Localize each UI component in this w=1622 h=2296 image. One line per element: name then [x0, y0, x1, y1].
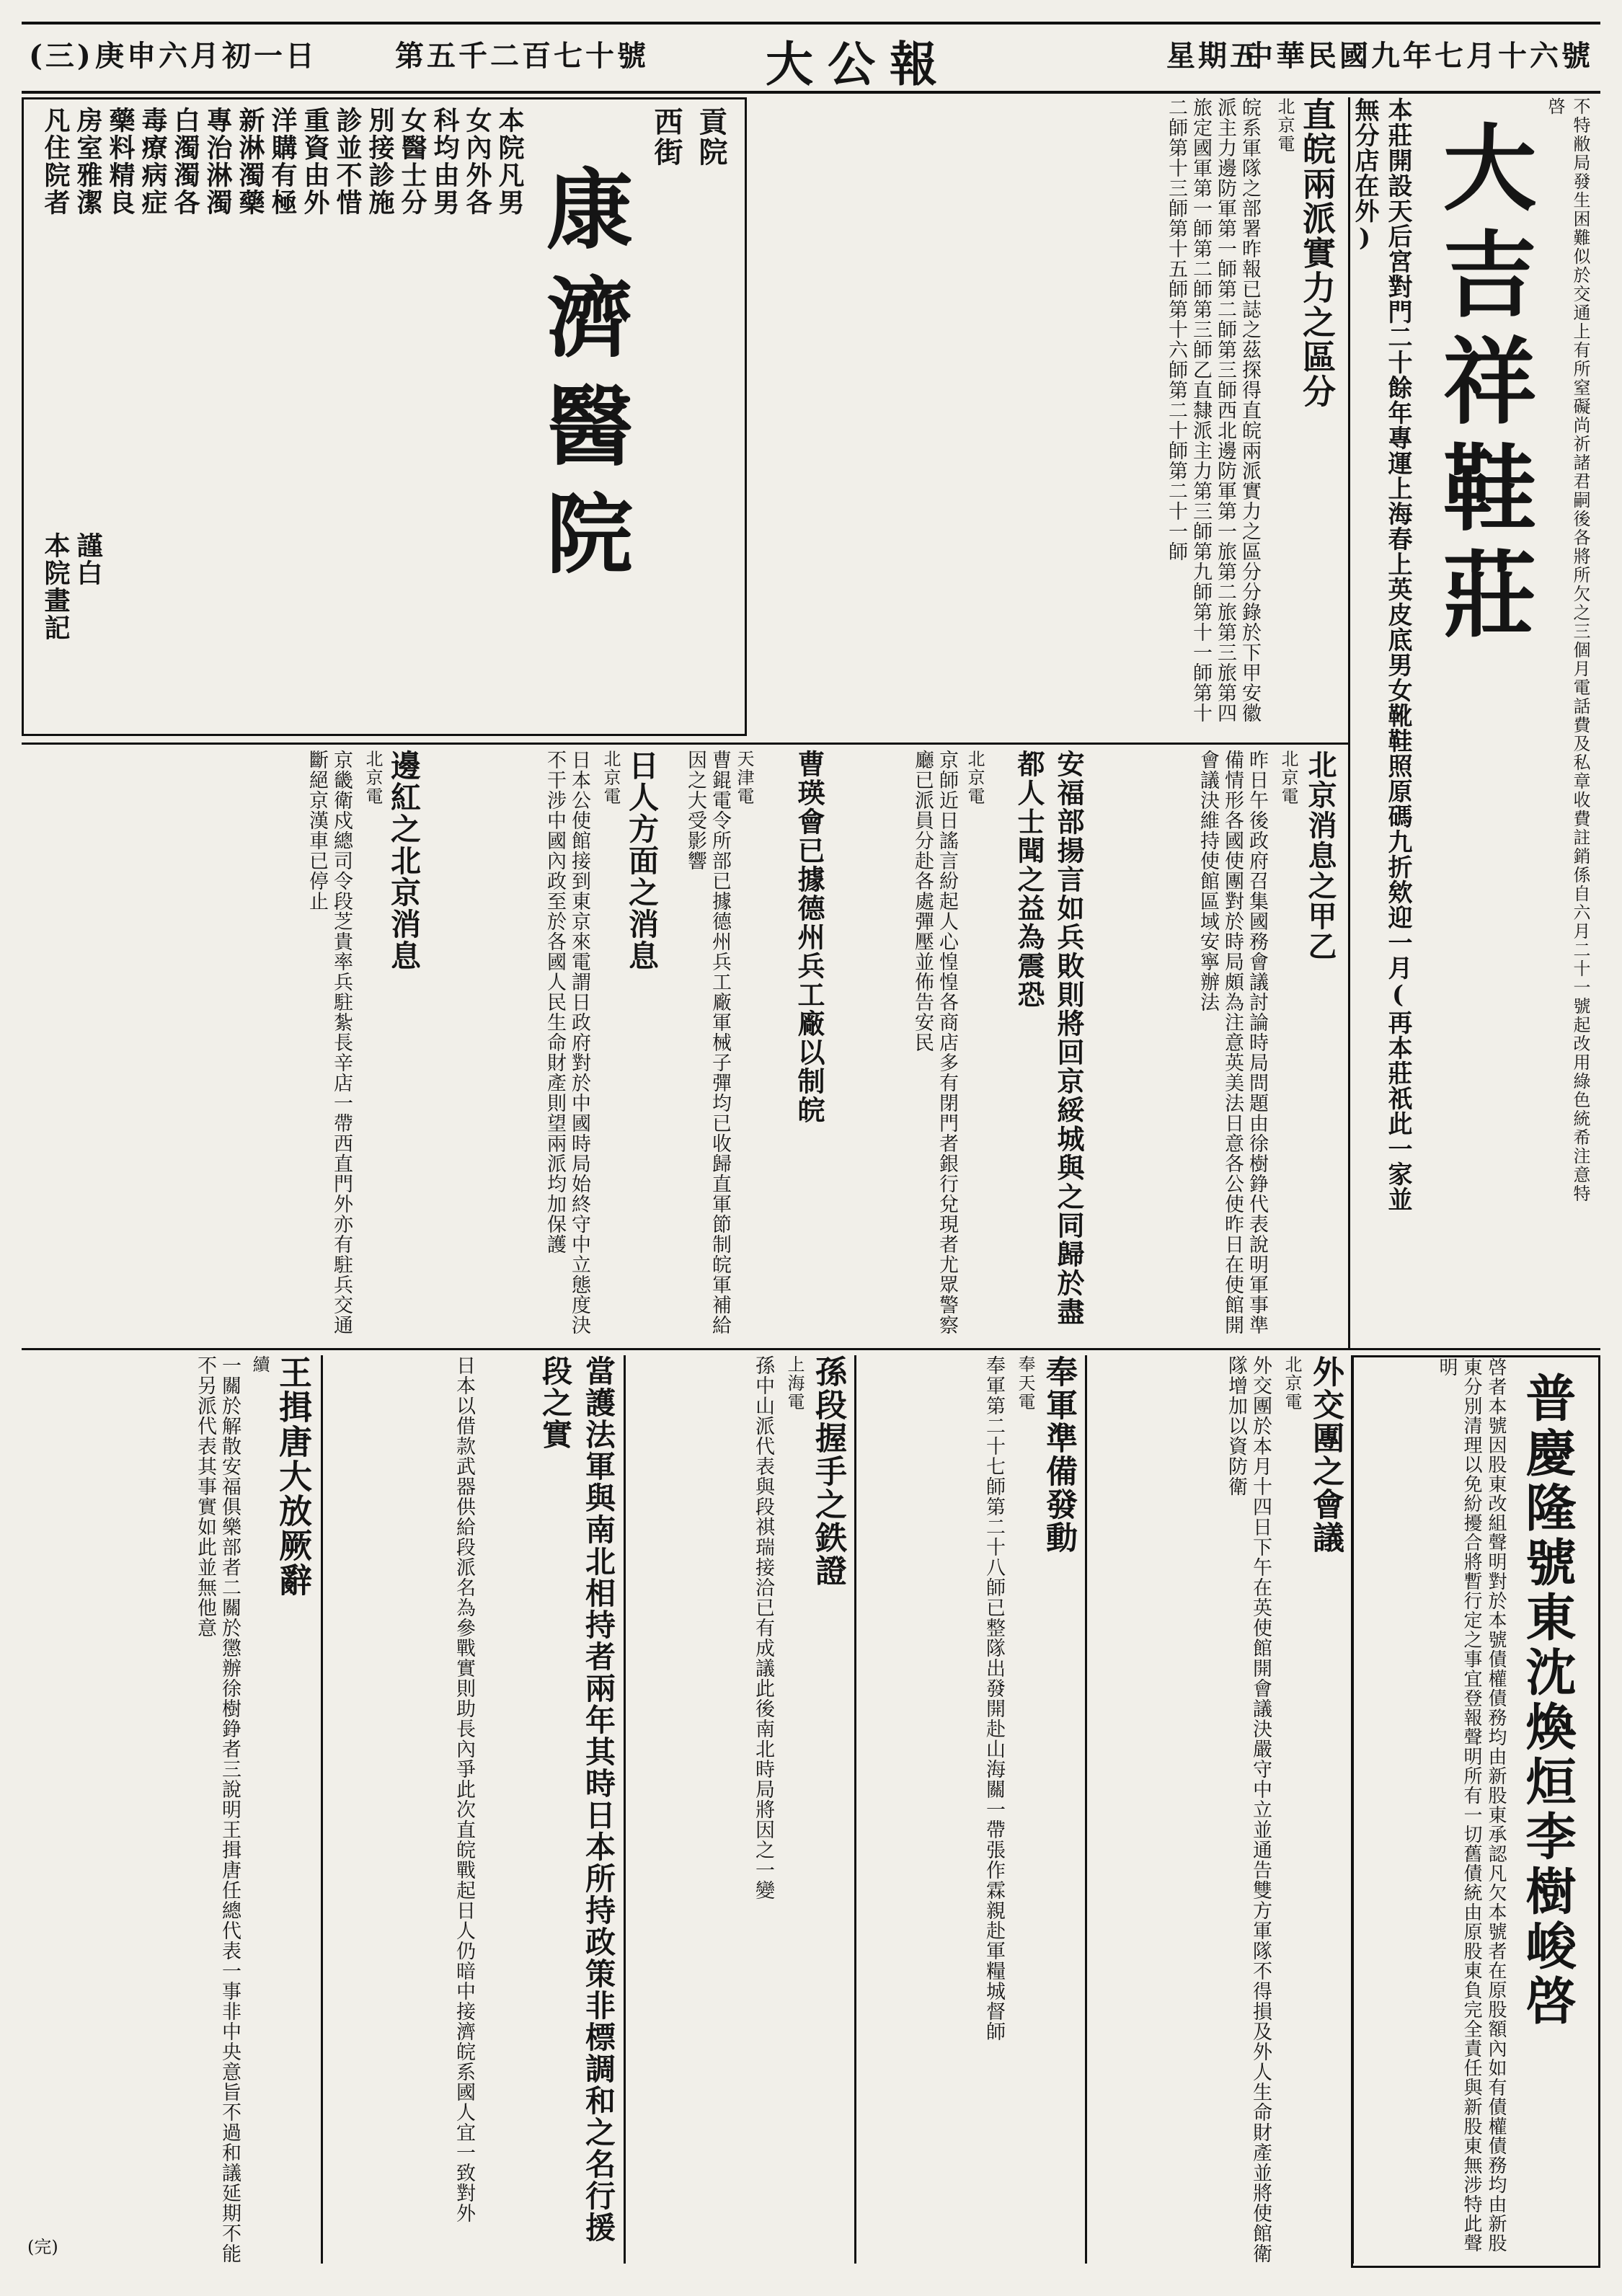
- article-body: 孫中山派代表與段祺瑞接洽已有成議此後南北時局將因之一變: [752, 1355, 774, 1900]
- kang-ad-line: 凡住院者: [40, 107, 71, 216]
- article-end-mark: (完): [27, 2237, 58, 2257]
- article-headline: 日人方面之消息: [624, 750, 660, 972]
- kang-ad: [22, 97, 747, 736]
- kang-ad-line: 洋購有極: [267, 107, 298, 216]
- article: [433, 750, 663, 1341]
- article: [750, 97, 1341, 732]
- puqing-ad-title: 普慶隆號東沈煥烜李樹峻啓: [1517, 1372, 1577, 2029]
- article-headline: 孫段握手之鉄證: [810, 1355, 846, 1587]
- daji-ad-footer: [1348, 1233, 1600, 1341]
- kang-ad-line: 本院畫記: [40, 532, 71, 642]
- kang-ad-line: 本院凡男: [495, 107, 525, 216]
- kang-ad-line: 白濁濁各: [170, 107, 200, 216]
- article-headline: 王揖唐大放厥辭: [274, 1355, 313, 1597]
- article-source: 北京電: [363, 750, 383, 806]
- masthead: [22, 22, 1600, 94]
- masthead-lunar: 庚申六月初一日: [95, 39, 317, 73]
- article-body: 日本公使館接到東京來電謂日政府對於中國時局始終守中立態度決不干涉中國內政至於各國人民生命財產則望兩派均加保護: [544, 750, 590, 1335]
- divider: [1352, 1355, 1354, 2264]
- kang-ad-line: 女醫士分: [397, 107, 427, 216]
- article-headline: 外交團之會議: [1307, 1355, 1344, 1554]
- article: [836, 750, 1089, 1341]
- article-headline: 當護法軍與南北相持者兩年其時日本所持政策非標調和之名行援段之實: [538, 1355, 616, 2243]
- kang-ad-location-top: 貢院: [694, 107, 728, 167]
- article-body: 日本以借款武器供給段派名為參戰實則助長內爭此次直皖戰起日人仍暗中接濟皖系國人宜一致對外: [453, 1355, 475, 2223]
- article-body: 昨日午後政府召集國務會議討論時局問題由徐樹錚代表說明軍事準備情形各國使團對於時局頗為注意英美法日意各公使昨日在使館開會議決維持使館區域安寧辦法: [1197, 750, 1268, 1335]
- divider: [22, 743, 1348, 745]
- daji-ad-body: 本莊開設天后宮對門二十餘年專運上海春上英皮底男女靴鞋照原碼九折欸迎一月(再本莊祇此一家並無分店在外): [1350, 97, 1412, 1212]
- article-body: 一關於解散安福俱樂部者二關於懲辦徐樹錚者三說明王揖唐任總代表一事非中央意旨不過和議延期不能不另派代表其事實如此並無他意: [194, 1355, 241, 2264]
- article: [1096, 750, 1341, 1341]
- article-source: 北京電: [965, 750, 985, 806]
- page-number: (三): [29, 39, 94, 73]
- divider: [854, 1355, 856, 2264]
- article-body: 外交團於本月十四日下午在英使館開會議決嚴守中立並通告雙方軍隊不得損及外人生命財產並將使館衛隊增加以資防衛: [1225, 1355, 1272, 2264]
- kang-ad-line: 重資由外: [300, 107, 330, 216]
- kang-ad-line: 藥料精良: [105, 107, 136, 216]
- divider: [321, 1355, 323, 2264]
- article: [670, 750, 829, 1341]
- kang-ad-line: 別接診施: [365, 107, 395, 216]
- article-body: 京畿衛戍總司令段芝貴率兵駐紮長辛店一帶西直門外亦有駐兵交通斷絕京漢車已停止: [306, 750, 353, 1335]
- article-body: 曹錕電令所部已據德州兵工廠軍械子彈均已收歸直軍節制皖軍補給因之大受影響: [684, 750, 731, 1335]
- article-headline: 北京消息之甲乙: [1303, 750, 1337, 962]
- article-source: 北京電: [1275, 97, 1295, 154]
- article: [22, 1355, 317, 2264]
- kang-ad-location-right: 西街: [650, 107, 683, 167]
- kang-ad-line: 女內外各: [462, 107, 492, 216]
- kang-ad-title: 康濟醫院: [532, 164, 632, 597]
- article-source: 上海電: [784, 1355, 805, 1411]
- masthead-title: 大公報: [766, 36, 952, 92]
- kang-ad-line: 新淋濁藥: [235, 107, 265, 216]
- article: [324, 1355, 620, 2264]
- kang-ad-line: 毒療病症: [138, 107, 168, 216]
- masthead-date: 中華民國九年七月十六號: [1244, 39, 1593, 73]
- kang-ad-tail: 謹白: [73, 532, 103, 587]
- daji-ad-notice: 不特敝局發生困難似於交通上有所窒礙尚祈諸君嗣後各將所欠之三個月電話費及私章收費註銷係自六月二十一號起改用綠色統希注意特啓: [1545, 97, 1590, 1203]
- article-headline: 邊紅之北京消息: [386, 750, 422, 972]
- article-body: 奉軍第二十七師第二十八師已整隊出發開赴山海關一帶張作霖親赴軍糧城督師: [983, 1355, 1005, 2042]
- puqing-ad-body: 啓者本號因股東改組聲明對於本號債權債務均由新股東承認凡欠本號者在原股額內如有債權債務均由新股東分別清理以免紛擾合將暫行定之事宜登報聲明所有一切舊債統由原股東負完全責任與新股東無涉特此聲明: [1436, 1357, 1507, 2253]
- article: [1089, 1355, 1348, 2264]
- divider: [1348, 97, 1350, 1348]
- divider: [22, 1348, 1600, 1350]
- article-source: 北京電: [601, 750, 621, 806]
- daji-ad: [1427, 97, 1600, 1222]
- article-source: 北京電: [1282, 1355, 1302, 1411]
- article-headline: 曹瑛會已據德州兵工廠以制皖: [793, 750, 825, 1125]
- article-body: 京師近日謠言紛起人心惶惶各商店多有閉門者銀行兌現者尤眾警察廳已派員分赴各處彈壓並佈告安民: [911, 750, 958, 1335]
- daji-ad-title: 大吉祥鞋莊: [1427, 119, 1537, 652]
- kang-ad-line: 科均由男: [430, 107, 460, 216]
- kang-ad-line: 房室雅潔: [73, 107, 103, 216]
- article: [22, 750, 425, 1341]
- newspaper-page: [22, 22, 1600, 2274]
- article-source: 續: [249, 1355, 270, 1374]
- article-headline: 直皖兩派實力之區分: [1298, 97, 1337, 409]
- divider: [1085, 1355, 1087, 2264]
- masthead-issue: 第五千二百七十號: [395, 39, 649, 73]
- kang-ad-line: 診並不惜: [332, 107, 363, 216]
- article-body: 皖系軍隊之部署昨報已誌之茲探得直皖兩派實力之區分分錄於下甲安徽派主力邊防軍第一師第二師第三師西北邊防軍第一旅第二旅第三旅第四旅定國軍第一師第二師第三師乙直隸派主力第三師第九師第十一師第十二師第十三師第十五師第十六師第二十師第二十一師: [1165, 97, 1261, 723]
- article-headline: 安福部揚言如兵敗則將回京綏城與之同歸於盡都人士聞之益為震恐: [1013, 750, 1085, 1326]
- puqing-ad: [1351, 1355, 1600, 2268]
- daji-ad-body-col: [1348, 97, 1456, 1222]
- article-source: 天津電: [734, 750, 754, 806]
- article-headline: 奉軍準備發動: [1040, 1355, 1077, 1554]
- kang-ad-line: 專治淋濁: [203, 107, 233, 216]
- masthead-weekday: 星期五: [1166, 39, 1262, 73]
- divider: [624, 1355, 626, 2264]
- article: [627, 1355, 851, 2264]
- article-source: 奉天電: [1015, 1355, 1035, 1411]
- article: [858, 1355, 1081, 2264]
- article-source: 北京電: [1278, 750, 1298, 806]
